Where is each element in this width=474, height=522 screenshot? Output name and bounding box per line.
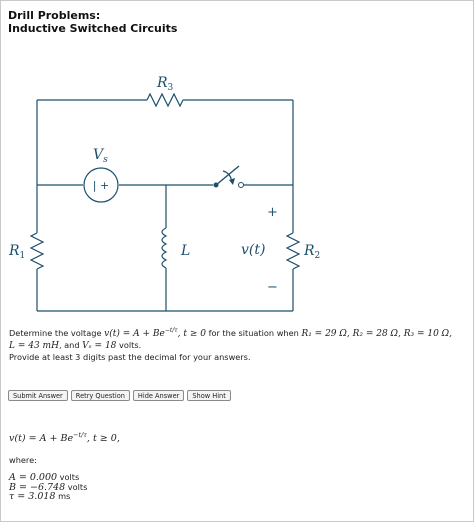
circuit-wires bbox=[31, 94, 299, 311]
source-polarity-symbol: | + bbox=[92, 179, 110, 192]
label-r3: $R_3$ bbox=[157, 75, 174, 93]
answer-tau: τ = 3.018 ms bbox=[9, 491, 71, 503]
page-subtitle: Inductive Switched Circuits bbox=[8, 22, 178, 35]
problem-statement bbox=[9, 325, 469, 363]
label-r2: $R_2$ bbox=[304, 243, 321, 261]
label-minus: − bbox=[267, 280, 278, 295]
answer-values bbox=[9, 473, 87, 502]
resistor-r2 bbox=[287, 233, 299, 269]
label-vt: v(t) bbox=[241, 242, 266, 258]
switch-arrowhead-icon bbox=[229, 178, 235, 185]
answer-equation: $v(t) = A + Be^{-t/\tau}$, t ≥ 0, bbox=[9, 431, 120, 445]
problem-line-3: Provide at least 3 digits past the decimal for your answers. bbox=[9, 352, 251, 362]
label-l: L bbox=[181, 243, 191, 259]
problem-line-1: Determine the voltage $v(t) = A + Be^{-t/\tau}$, t ≥ 0 for the situation when R₁ = 29 Ω, R₂ = 28 Ω, R₃ = 10 Ω, bbox=[9, 327, 453, 339]
question-header bbox=[8, 9, 177, 35]
show-hint-button[interactable]: Show Hint bbox=[187, 390, 230, 401]
action-buttons bbox=[8, 390, 231, 401]
retry-question-button[interactable]: Retry Question bbox=[71, 390, 130, 401]
page-title: Drill Problems: bbox=[8, 9, 101, 22]
circuit-diagram bbox=[1, 63, 474, 323]
label-plus: + bbox=[267, 205, 278, 220]
submit-answer-button[interactable]: Submit Answer bbox=[8, 390, 68, 401]
problem-line-2: L = 43 mH, and Vₛ = 18 volts. bbox=[9, 340, 142, 351]
hide-answer-button[interactable]: Hide Answer bbox=[133, 390, 184, 401]
label-r1: $R_1$ bbox=[9, 243, 26, 261]
label-vs: $V_s$ bbox=[93, 147, 108, 165]
switch-blade bbox=[216, 166, 239, 185]
inductor-l bbox=[162, 228, 166, 268]
resistor-r3 bbox=[147, 94, 183, 106]
resistor-r1 bbox=[31, 233, 43, 269]
switch-contact bbox=[239, 183, 244, 188]
answer-b: B = −6.748 volts bbox=[9, 481, 88, 493]
where-label: where: bbox=[9, 455, 37, 465]
answer-a: A = 0.000 volts bbox=[9, 472, 80, 483]
